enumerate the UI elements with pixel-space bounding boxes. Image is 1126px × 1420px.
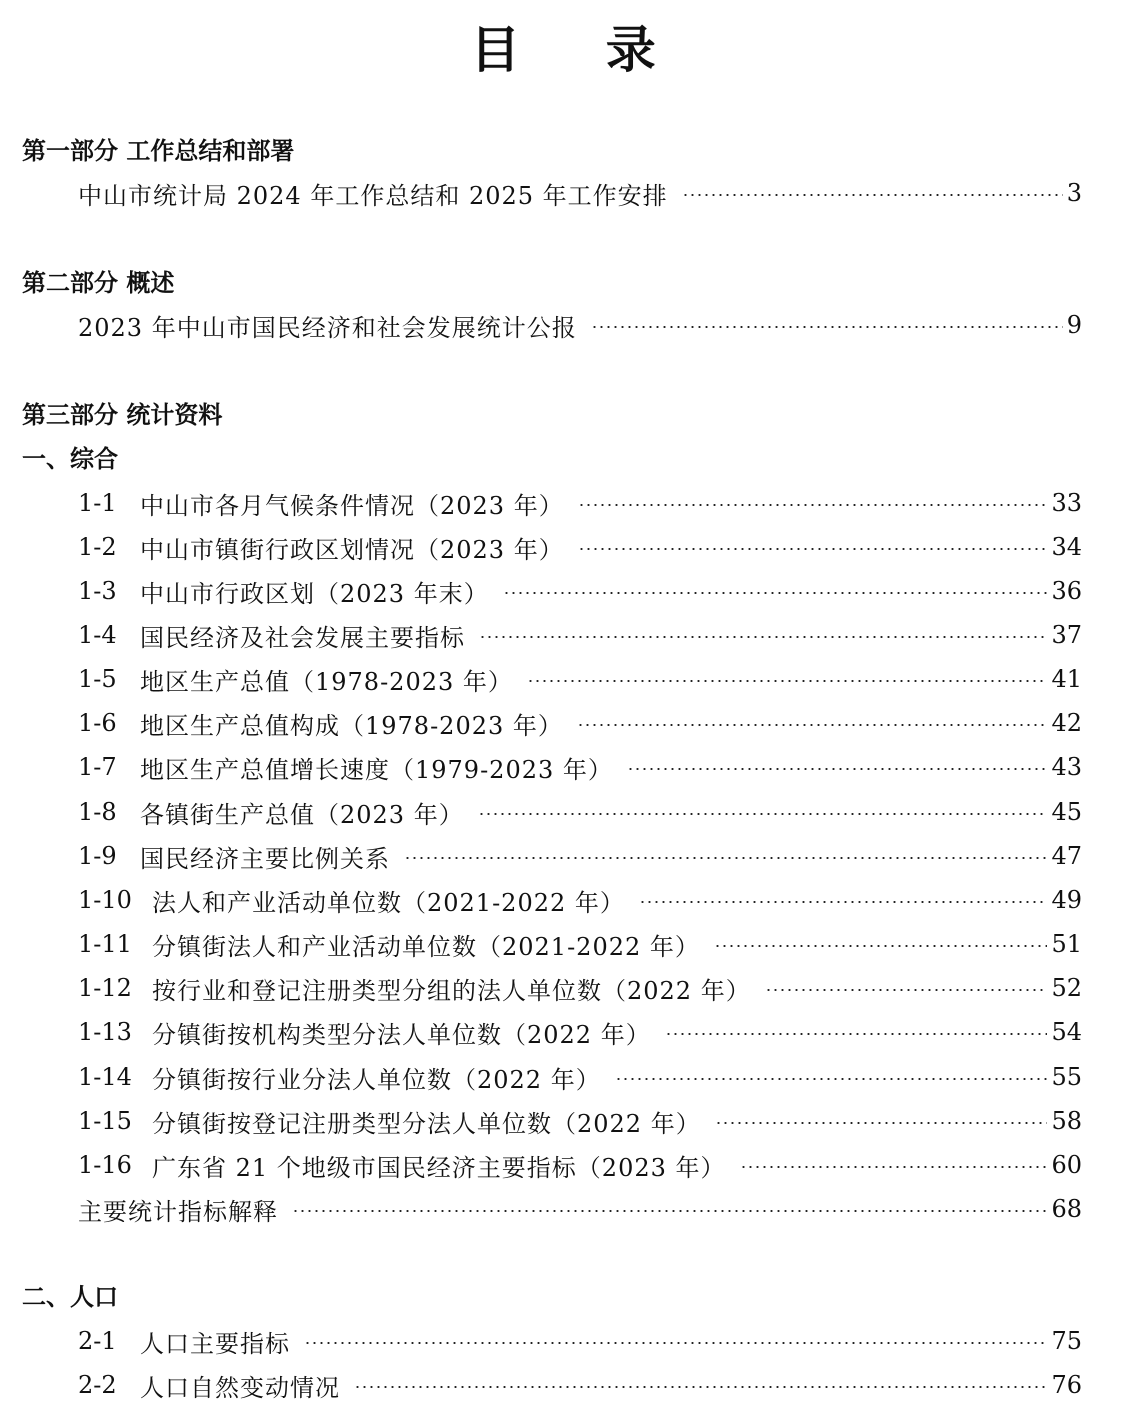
toc-entry-label: 地区生产总值构成（1978-2023 年） (140, 711, 563, 740)
toc-entry-label: 分镇街按登记注册类型分法人单位数（2022 年） (152, 1109, 701, 1138)
toc-entry-number: 1-3 (78, 577, 117, 605)
toc-entry-number: 1-9 (78, 842, 117, 870)
toc-entry[interactable] (78, 750, 1082, 784)
dot-leader (682, 194, 1063, 196)
toc-entry-label: 国民经济主要比例关系 (140, 844, 390, 873)
dot-leader (479, 636, 1047, 638)
dot-leader (591, 326, 1063, 328)
dot-leader (478, 813, 1048, 815)
dot-leader (404, 857, 1047, 859)
toc-entry[interactable] (78, 839, 1082, 873)
toc-entry-label: 主要统计指标解释 (78, 1197, 278, 1226)
toc-entry-page: 54 (1051, 1018, 1082, 1046)
toc-entry-number: 1-13 (78, 1018, 132, 1046)
page-title: 目 录 (470, 21, 690, 79)
toc-entry-number: 1-4 (78, 621, 117, 649)
section-heading-part-three: 第三部分 统计资料 (22, 401, 223, 429)
toc-entry[interactable] (78, 1104, 1082, 1138)
toc-entry-page: 52 (1051, 974, 1082, 1002)
toc-entry[interactable] (78, 618, 1082, 652)
toc-entry-page: 49 (1051, 886, 1082, 914)
toc-entry-label: 按行业和登记注册类型分组的法人单位数（2022 年） (152, 976, 751, 1005)
dot-leader (615, 1078, 1048, 1080)
toc-entry-page: 76 (1051, 1371, 1082, 1399)
toc-entry-page: 55 (1051, 1063, 1082, 1091)
dot-leader (292, 1210, 1047, 1212)
toc-entry[interactable] (78, 662, 1082, 696)
dot-leader (577, 724, 1048, 726)
dot-leader (639, 901, 1048, 903)
dot-leader (503, 592, 1048, 594)
toc-entry[interactable] (78, 530, 1082, 564)
toc-entry-page: 33 (1051, 489, 1082, 517)
toc-entry-number: 1-16 (78, 1151, 132, 1179)
toc-entry-number: 1-14 (78, 1063, 132, 1091)
subsection-heading-population: 二、人口 (22, 1283, 118, 1311)
toc-entry-number: 2-1 (78, 1327, 117, 1355)
toc-entry-page: 34 (1051, 533, 1082, 561)
toc-entry-label: 国民经济及社会发展主要指标 (140, 623, 465, 652)
toc-entry-label: 各镇街生产总值（2023 年） (140, 800, 464, 829)
dot-leader (578, 548, 1048, 550)
toc-entry[interactable] (78, 1368, 1082, 1402)
toc-entry-number: 1-6 (78, 709, 117, 737)
toc-entry[interactable] (78, 486, 1082, 520)
dot-leader (354, 1386, 1047, 1388)
toc-entry-label: 分镇街法人和产业活动单位数（2021-2022 年） (152, 932, 700, 961)
section-heading-part-two: 第二部分 概述 (22, 269, 175, 297)
toc-entry[interactable] (78, 927, 1082, 961)
toc-entry-number: 1-12 (78, 974, 132, 1002)
toc-entry-label: 中山市镇街行政区划情况（2023 年） (140, 535, 564, 564)
toc-entry-number: 1-8 (78, 798, 117, 826)
toc-entry[interactable] (78, 1324, 1082, 1358)
toc-entry-page: 36 (1051, 577, 1082, 605)
dot-leader (765, 989, 1048, 991)
dot-leader (578, 504, 1048, 506)
toc-entry-label: 分镇街按行业分法人单位数（2022 年） (152, 1065, 601, 1094)
toc-entry-page: 3 (1066, 179, 1082, 207)
toc-entry-page: 60 (1051, 1151, 1082, 1179)
toc-entry[interactable] (78, 1192, 1082, 1226)
toc-entry-label: 地区生产总值增长速度（1979-2023 年） (140, 755, 613, 784)
dot-leader (740, 1166, 1048, 1168)
toc-entry-page: 42 (1051, 709, 1082, 737)
toc-entry-label: 中山市行政区划（2023 年末） (140, 579, 489, 608)
toc-entry[interactable] (78, 795, 1082, 829)
dot-leader (665, 1033, 1048, 1035)
toc-entry-label: 地区生产总值（1978-2023 年） (140, 667, 513, 696)
toc-entry-number: 2-2 (78, 1371, 117, 1399)
toc-entry-number: 1-11 (78, 930, 132, 958)
toc-entry[interactable] (78, 1148, 1082, 1182)
toc-entry-label: 分镇街按机构类型分法人单位数（2022 年） (152, 1020, 651, 1049)
toc-entry-number: 1-2 (78, 533, 117, 561)
toc-entry-label: 法人和产业活动单位数（2021-2022 年） (152, 888, 625, 917)
toc-entry-page: 45 (1051, 798, 1082, 826)
toc-entry[interactable] (78, 1015, 1082, 1049)
toc-entry-number: 1-15 (78, 1107, 132, 1135)
toc-entry-page: 75 (1051, 1327, 1082, 1355)
toc-entry-page: 51 (1051, 930, 1082, 958)
toc-entry-number: 1-5 (78, 665, 117, 693)
toc-entry[interactable] (78, 883, 1082, 917)
toc-entry-label: 中山市各月气候条件情况（2023 年） (140, 491, 564, 520)
toc-entry-label: 广东省 21 个地级市国民经济主要指标（2023 年） (152, 1153, 726, 1182)
toc-entry-label: 中山市统计局 2024 年工作总结和 2025 年工作安排 (78, 181, 668, 210)
toc-entry-page: 58 (1051, 1107, 1082, 1135)
toc-entry[interactable] (78, 706, 1082, 740)
toc-entry-page: 43 (1051, 753, 1082, 781)
toc-entry[interactable] (78, 574, 1082, 608)
toc-entry[interactable] (78, 971, 1082, 1005)
toc-entry-page: 47 (1051, 842, 1082, 870)
toc-entry-page: 9 (1066, 311, 1082, 339)
dot-leader (714, 945, 1048, 947)
dot-leader (715, 1122, 1048, 1124)
toc-entry-number: 1-7 (78, 753, 117, 781)
toc-entry[interactable] (78, 308, 1082, 342)
subsection-heading-general: 一、综合 (22, 445, 118, 473)
toc-entry-page: 68 (1051, 1195, 1082, 1223)
toc-entry[interactable] (78, 1060, 1082, 1094)
toc-entry-number: 1-1 (78, 489, 117, 517)
toc-entry-label: 人口主要指标 (140, 1329, 290, 1358)
toc-entry-number: 1-10 (78, 886, 132, 914)
toc-entry[interactable] (78, 176, 1082, 210)
toc-entry-label: 人口自然变动情况 (140, 1373, 340, 1402)
dot-leader (527, 680, 1048, 682)
toc-entry-label: 2023 年中山市国民经济和社会发展统计公报 (78, 313, 577, 342)
toc-entry-page: 41 (1051, 665, 1082, 693)
section-heading-part-one: 第一部分 工作总结和部署 (22, 137, 295, 165)
dot-leader (627, 768, 1048, 770)
toc-entry-page: 37 (1051, 621, 1082, 649)
dot-leader (304, 1342, 1047, 1344)
